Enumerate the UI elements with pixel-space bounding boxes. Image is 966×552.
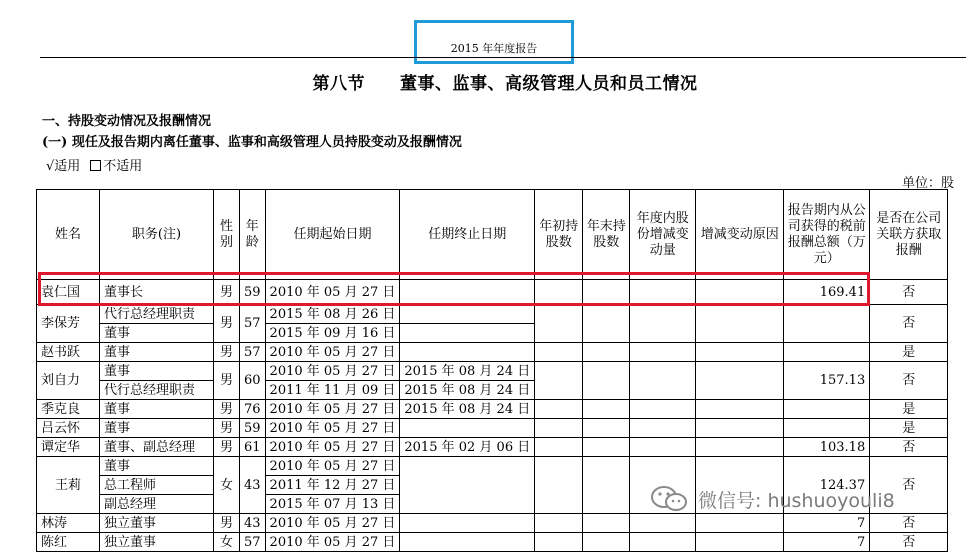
cell-gender: 男 bbox=[214, 343, 240, 362]
cell-pretax-pay: 7 bbox=[784, 514, 870, 533]
cell-end-shares bbox=[583, 305, 630, 343]
report-header: 2015 年年度报告 bbox=[450, 42, 538, 55]
cell-start-date: 2010 年 05 月 27 日 bbox=[265, 419, 400, 438]
header-pretax-pay: 报告期内从公司获得的税前报酬总额（万元） bbox=[784, 190, 870, 280]
table-row bbox=[37, 419, 948, 438]
cell-position: 独立董事 bbox=[100, 514, 214, 533]
cell-change-reason bbox=[696, 533, 784, 552]
cell-name: 李保芳 bbox=[37, 305, 100, 343]
cell-start-date: 2011 年 11 月 09 日 bbox=[265, 381, 400, 400]
cell-related-party-pay: 否 bbox=[870, 305, 948, 343]
header-begin-shares: 年初持股数 bbox=[535, 190, 583, 280]
cell-end-shares bbox=[583, 438, 630, 457]
cell-related-party-pay: 否 bbox=[870, 457, 948, 514]
cell-end-shares bbox=[583, 514, 630, 533]
cell-end-date bbox=[400, 457, 535, 514]
cell-name: 林涛 bbox=[37, 514, 100, 533]
section-title: 第八节 董事、监事、高级管理人员和员工情况 bbox=[312, 74, 698, 94]
cell-pretax-pay bbox=[784, 419, 870, 438]
heading-shareholding: 一、持股变动情况及报酬情况 bbox=[42, 114, 212, 129]
cell-start-date: 2010 年 05 月 27 日 bbox=[265, 533, 400, 552]
cell-change-reason bbox=[696, 438, 784, 457]
cell-position: 总工程师 bbox=[100, 476, 214, 495]
cell-share-change bbox=[630, 514, 696, 533]
header-end-date: 任期终止日期 bbox=[400, 190, 535, 280]
cell-change-reason bbox=[696, 419, 784, 438]
cell-name: 季克良 bbox=[37, 400, 100, 419]
cell-position: 副总经理 bbox=[100, 495, 214, 514]
cell-related-party-pay: 否 bbox=[870, 533, 948, 552]
wechat-icon bbox=[648, 484, 694, 514]
cell-gender: 男 bbox=[214, 419, 240, 438]
cell-related-party-pay: 是 bbox=[870, 419, 948, 438]
cell-gender: 男 bbox=[214, 280, 240, 305]
cell-share-change bbox=[630, 438, 696, 457]
cell-end-shares bbox=[583, 362, 630, 400]
cell-begin-shares bbox=[535, 419, 583, 438]
header-position: 职务(注) bbox=[100, 190, 214, 280]
cell-start-date: 2010 年 05 月 27 日 bbox=[265, 280, 400, 305]
cell-pretax-pay bbox=[784, 400, 870, 419]
unit-label: 单位：股 bbox=[902, 176, 955, 191]
cell-age: 43 bbox=[240, 514, 266, 533]
highlighted-row-box bbox=[38, 272, 870, 306]
cell-position: 独立董事 bbox=[100, 533, 214, 552]
cell-start-date: 2010 年 05 月 27 日 bbox=[265, 400, 400, 419]
table-row bbox=[37, 533, 948, 552]
cell-begin-shares bbox=[535, 362, 583, 400]
header-change-reason: 增减变动原因 bbox=[696, 190, 784, 280]
cell-begin-shares bbox=[535, 533, 583, 552]
cell-related-party-pay: 否 bbox=[870, 438, 948, 457]
cell-name: 刘自力 bbox=[37, 362, 100, 400]
cell-share-change bbox=[630, 533, 696, 552]
table-header-row bbox=[37, 190, 948, 280]
cell-share-change bbox=[630, 362, 696, 400]
header-share-change: 年度内股份增减变动量 bbox=[630, 190, 696, 280]
cell-end-date bbox=[400, 533, 535, 552]
cell-gender: 女 bbox=[214, 457, 240, 514]
cell-gender: 男 bbox=[214, 514, 240, 533]
cell-position: 董事 bbox=[100, 400, 214, 419]
cell-gender: 男 bbox=[214, 305, 240, 343]
table-row bbox=[37, 438, 948, 457]
cell-begin-shares bbox=[535, 305, 583, 343]
cell-age: 61 bbox=[240, 438, 266, 457]
cell-end-date: 2015 年 02 月 06 日 bbox=[400, 438, 535, 457]
cell-start-date: 2010 年 05 月 27 日 bbox=[265, 514, 400, 533]
table-row bbox=[37, 343, 948, 362]
cell-share-change bbox=[630, 343, 696, 362]
cell-end-date bbox=[400, 343, 535, 362]
cell-name: 吕云怀 bbox=[37, 419, 100, 438]
cell-begin-shares bbox=[535, 438, 583, 457]
wechat-watermark: 微信号: hushuoyouli8 bbox=[698, 490, 895, 512]
cell-gender: 男 bbox=[214, 400, 240, 419]
cell-related-party-pay: 否 bbox=[870, 280, 948, 305]
cell-age: 59 bbox=[240, 280, 266, 305]
cell-change-reason bbox=[696, 343, 784, 362]
cell-age: 60 bbox=[240, 362, 266, 400]
cell-pretax-pay: 7 bbox=[784, 533, 870, 552]
table-row bbox=[37, 305, 948, 324]
cell-gender: 男 bbox=[214, 438, 240, 457]
header-age: 年龄 bbox=[240, 190, 266, 280]
cell-related-party-pay: 是 bbox=[870, 400, 948, 419]
heading-management-shareholding: (一) 现任及报告期内离任董事、监事和高级管理人员持股变动及报酬情况 bbox=[42, 135, 462, 150]
cell-position: 代行总经理职责 bbox=[100, 381, 214, 400]
header-end-shares: 年末持股数 bbox=[583, 190, 630, 280]
cell-gender: 男 bbox=[214, 362, 240, 400]
header-related-party-pay: 是否在公司关联方获取报酬 bbox=[870, 190, 948, 280]
cell-pretax-pay: 157.13 bbox=[784, 362, 870, 400]
table-row bbox=[37, 457, 948, 476]
cell-start-date: 2011 年 12 月 27 日 bbox=[265, 476, 400, 495]
cell-start-date: 2010 年 05 月 27 日 bbox=[265, 362, 400, 381]
cell-change-reason bbox=[696, 305, 784, 343]
cell-position: 董事 bbox=[100, 457, 214, 476]
cell-age: 57 bbox=[240, 533, 266, 552]
cell-end-date bbox=[400, 514, 535, 533]
cell-change-reason bbox=[696, 514, 784, 533]
cell-end-date: 2015 年 08 月 24 日 bbox=[400, 362, 535, 381]
header-gender: 性别 bbox=[214, 190, 240, 280]
cell-change-reason bbox=[696, 400, 784, 419]
cell-age: 57 bbox=[240, 305, 266, 343]
cell-end-date: 2015 年 08 月 24 日 bbox=[400, 381, 535, 400]
cell-name: 袁仁国 bbox=[37, 280, 100, 305]
cell-position: 董事、副总经理 bbox=[100, 438, 214, 457]
cell-start-date: 2010 年 05 月 27 日 bbox=[265, 457, 400, 476]
cell-end-date bbox=[400, 419, 535, 438]
cell-name: 陈红 bbox=[37, 533, 100, 552]
cell-end-shares bbox=[583, 457, 630, 514]
cell-pretax-pay bbox=[784, 343, 870, 362]
cell-name: 谭定华 bbox=[37, 438, 100, 457]
cell-pretax-pay bbox=[784, 305, 870, 343]
cell-end-date bbox=[400, 324, 535, 343]
cell-position: 董事 bbox=[100, 419, 214, 438]
cell-age: 59 bbox=[240, 419, 266, 438]
cell-age: 43 bbox=[240, 457, 266, 514]
cell-end-shares bbox=[583, 419, 630, 438]
cell-pretax-pay: 169.41 bbox=[784, 280, 870, 305]
cell-begin-shares bbox=[535, 343, 583, 362]
cell-start-date: 2010 年 05 月 27 日 bbox=[265, 343, 400, 362]
cell-start-date: 2010 年 05 月 27 日 bbox=[265, 438, 400, 457]
cell-pretax-pay: 103.18 bbox=[784, 438, 870, 457]
cell-related-party-pay: 是 bbox=[870, 343, 948, 362]
cell-end-shares bbox=[583, 400, 630, 419]
cell-position: 董事 bbox=[100, 362, 214, 381]
table-row bbox=[37, 400, 948, 419]
header-start-date: 任期起始日期 bbox=[265, 190, 400, 280]
cell-begin-shares bbox=[535, 514, 583, 533]
cell-share-change bbox=[630, 305, 696, 343]
table-row bbox=[37, 362, 948, 381]
cell-end-shares bbox=[583, 343, 630, 362]
cell-pretax-pay: 124.37 bbox=[784, 457, 870, 514]
cell-position: 董事 bbox=[100, 343, 214, 362]
cell-start-date: 2015 年 07 月 13 日 bbox=[265, 495, 400, 514]
header-rule bbox=[40, 57, 966, 58]
cell-share-change bbox=[630, 419, 696, 438]
cell-age: 57 bbox=[240, 343, 266, 362]
cell-begin-shares bbox=[535, 400, 583, 419]
applicable-checked: √适用 bbox=[46, 159, 81, 174]
applicability-options bbox=[46, 155, 142, 174]
cell-change-reason bbox=[696, 362, 784, 400]
cell-name: 王莉 bbox=[37, 457, 100, 514]
not-applicable-label: 不适用 bbox=[103, 159, 143, 174]
cell-related-party-pay: 否 bbox=[870, 362, 948, 400]
header-name: 姓名 bbox=[37, 190, 100, 280]
cell-share-change bbox=[630, 400, 696, 419]
cell-gender: 女 bbox=[214, 533, 240, 552]
cell-start-date: 2015 年 09 月 16 日 bbox=[265, 324, 400, 343]
cell-related-party-pay: 否 bbox=[870, 514, 948, 533]
cell-position: 董事长 bbox=[100, 280, 214, 305]
cell-end-shares bbox=[583, 533, 630, 552]
cell-start-date: 2015 年 08 月 26 日 bbox=[265, 305, 400, 324]
table-row bbox=[37, 514, 948, 533]
cell-end-date bbox=[400, 305, 535, 324]
cell-position: 董事 bbox=[100, 324, 214, 343]
cell-name: 赵书跃 bbox=[37, 343, 100, 362]
cell-position: 代行总经理职责 bbox=[100, 305, 214, 324]
cell-begin-shares bbox=[535, 457, 583, 514]
cell-age: 76 bbox=[240, 400, 266, 419]
unchecked-box-icon bbox=[90, 160, 101, 171]
cell-end-date: 2015 年 08 月 24 日 bbox=[400, 400, 535, 419]
